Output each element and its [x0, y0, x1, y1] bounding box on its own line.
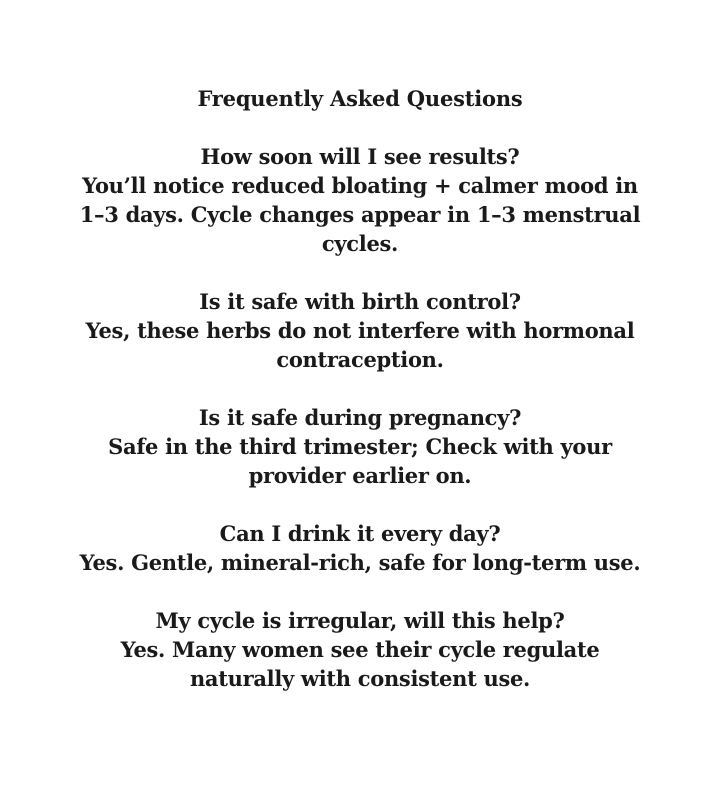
- faq-item: [70, 142, 650, 258]
- faq-answer: You’ll notice reduced bloating + calmer mood in 1–3 days. Cycle changes appear in 1–3 menstrual cycles.: [79, 173, 641, 256]
- faq-question: Is it safe during pregnancy?: [198, 405, 522, 430]
- faq-item: [70, 606, 650, 693]
- faq-question: How soon will I see results?: [200, 144, 520, 169]
- faq-answer: Yes, these herbs do not interfere with hormonal contraception.: [85, 318, 635, 372]
- faq-answer: Yes. Many women see their cycle regulate naturally with consistent use.: [120, 637, 600, 691]
- faq-item: [70, 287, 650, 374]
- faq-question: Can I drink it every day?: [219, 521, 501, 546]
- faq-list: [0, 142, 720, 693]
- faq-answer: Safe in the third trimester; Check with your provider earlier on.: [108, 434, 612, 488]
- faq-item: [70, 403, 650, 490]
- faq-question: My cycle is irregular, will this help?: [155, 608, 565, 633]
- faq-question: Is it safe with birth control?: [199, 289, 521, 314]
- page-title: Frequently Asked Questions: [197, 86, 523, 111]
- faq-item: [70, 519, 650, 577]
- faq-answer: Yes. Gentle, mineral-rich, safe for long-term use.: [79, 550, 641, 575]
